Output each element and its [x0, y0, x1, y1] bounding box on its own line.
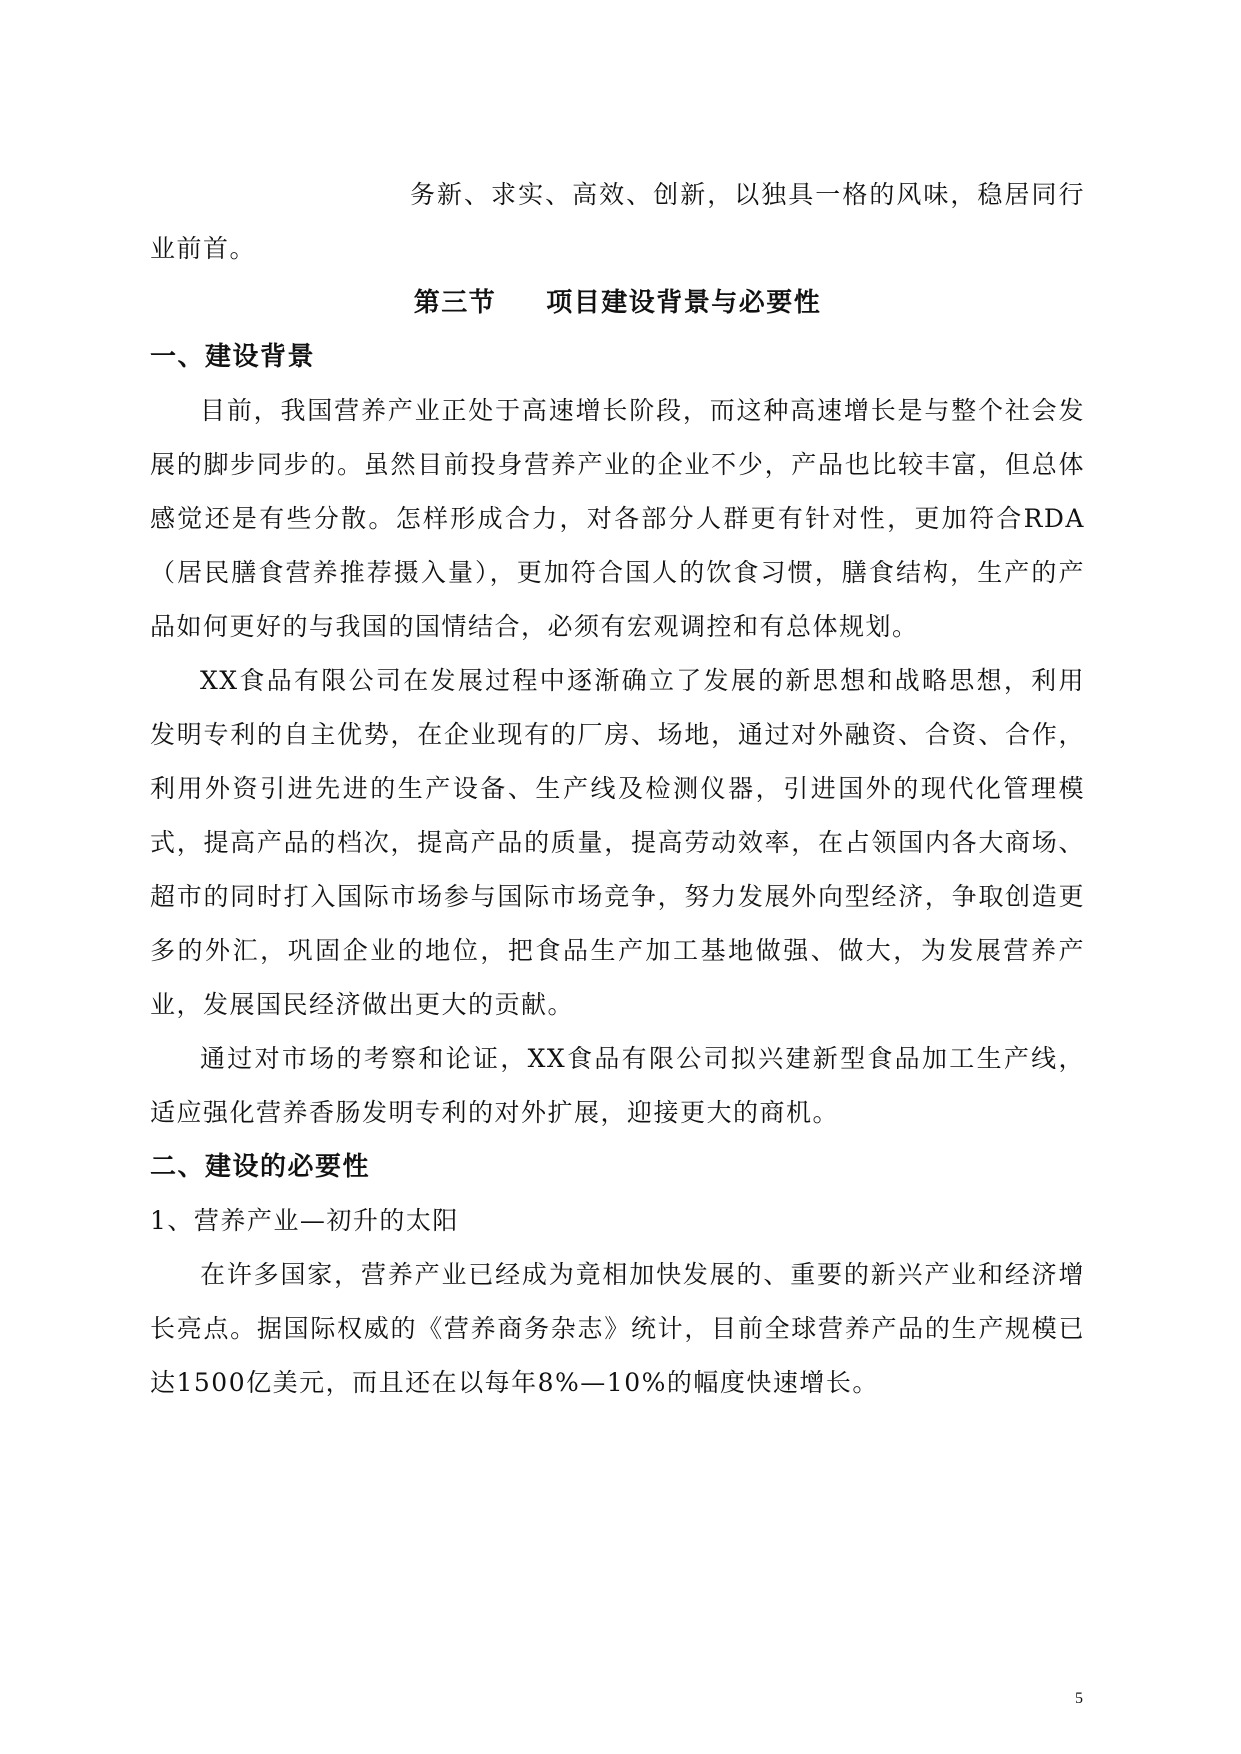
document-page: [150, 168, 1085, 1410]
continuation-paragraph: 务新、求实、高效、创新，以独具一格的风味，稳居同行业前首。: [150, 180, 1085, 263]
necessity-paragraph-1: 在许多国家，营养产业已经成为竟相加快发展的、重要的新兴产业和经济增长亮点。据国际权威的《营养商务杂志》统计，目前全球营养产品的生产规模已达1500亿美元，而且还在以每年8%—10%的幅度快速增长。: [150, 1260, 1085, 1397]
necessity-heading: 二、建设的必要性: [150, 1152, 371, 1182]
page-number: 5: [1075, 1690, 1083, 1707]
section-number: 第三节: [413, 288, 497, 318]
background-paragraph-3: 通过对市场的考察和论证，XX食品有限公司拟兴建新型食品加工生产线，适应强化营养香肠发明专利的对外扩展，迎接更大的商机。: [150, 1044, 1085, 1127]
background-paragraph-1: 目前，我国营养产业正处于高速增长阶段，而这种高速增长是与整个社会发展的脚步同步的。虽然目前投身营养产业的企业不少，产品也比较丰富，但总体感觉还是有些分散。怎样形成合力，对各部分人群更有针对性，更加符合RDA（居民膳食营养推荐摄入量），更加符合国人的饮食习惯，膳食结构，生产的产品如何更好的与我国的国情结合，必须有宏观调控和有总体规划。: [150, 396, 1085, 641]
background-paragraph-2: XX食品有限公司在发展过程中逐渐确立了发展的新思想和战略思想，利用发明专利的自主优势，在企业现有的厂房、场地，通过对外融资、合资、合作，利用外资引进先进的生产设备、生产线及检测仪器，引进国外的现代化管理模式，提高产品的档次，提高产品的质量，提高劳动效率，在占领国内各大商场、超市的同时打入国际市场参与国际市场竞争，努力发展外向型经济，争取创造更多的外汇，巩固企业的地位，把食品生产加工基地做强、做大，为发展营养产业，发展国民经济做出更大的贡献。: [150, 666, 1085, 1019]
necessity-subheading: 1、营养产业—初升的太阳: [150, 1206, 459, 1235]
section-title: [150, 276, 1085, 330]
section-title-text: 项目建设背景与必要性: [546, 288, 822, 318]
background-heading: 一、建设背景: [150, 342, 316, 372]
